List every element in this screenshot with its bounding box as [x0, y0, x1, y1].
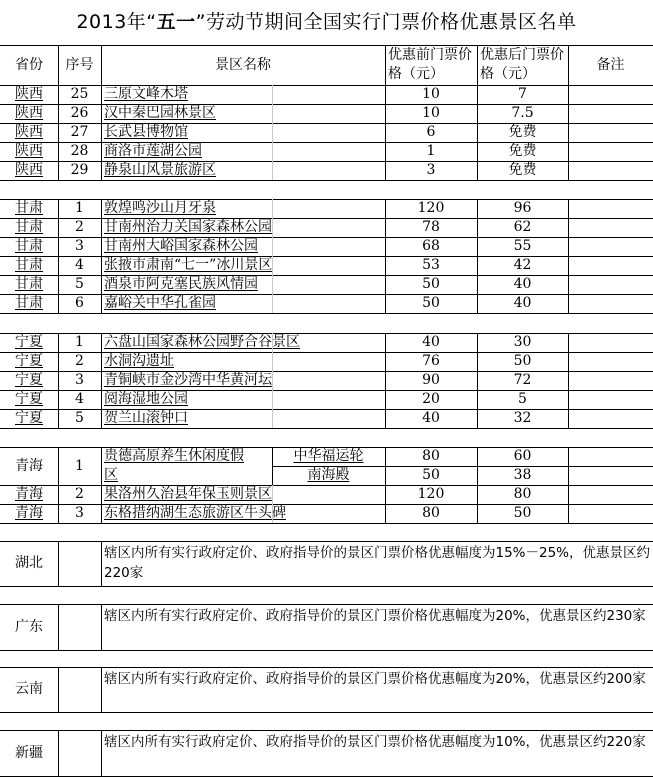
price-after-cell: 50: [513, 353, 532, 369]
column-border: [477, 447, 478, 523]
index-cell: 26: [70, 105, 89, 121]
column-border: [101, 667, 102, 712]
header-price-after: 优惠后门票价格（元）: [480, 47, 564, 82]
price-after-cell: 40: [513, 295, 532, 311]
province-cell: 宁夏: [15, 372, 43, 388]
province-cell: 湖北: [15, 555, 43, 571]
index-cell: [58, 667, 101, 712]
remark-cell: [568, 161, 653, 180]
column-border: [58, 541, 59, 586]
scenic-name-cell: 商洛市莲湖公园: [104, 143, 202, 159]
column-border: [58, 45, 59, 85]
price-before-cell: 6: [426, 124, 436, 140]
header-price-before: 优惠前门票价格（元）: [388, 47, 472, 82]
column-border: [101, 730, 102, 776]
column-border: [58, 199, 59, 313]
title-bold: 五一: [156, 11, 196, 33]
index-cell: 4: [75, 257, 84, 273]
column-border: [568, 447, 569, 523]
index-cell: 6: [75, 295, 84, 311]
row-border: [0, 650, 653, 651]
province-cell: 陕西: [15, 162, 43, 178]
price-before-cell: 40: [422, 410, 440, 426]
remark-cell: [568, 371, 653, 390]
scenic-name-line2: 区: [104, 467, 118, 483]
province-wide-note: 辖区内所有实行政府定价、政府指导价的景区门票价格优惠幅度为20%，优惠景区约230家: [104, 608, 646, 624]
price-after-cell: 免费: [508, 143, 537, 159]
scenic-name-cell: 六盘山国家森林公园野合谷景区: [104, 334, 300, 350]
remark-cell: [568, 218, 653, 237]
scenic-name-cell: 贺兰山滚钟口: [104, 410, 188, 426]
header-province: 省份: [15, 57, 43, 73]
province-cell: 甘肃: [15, 295, 43, 311]
price-before-cell: 53: [422, 257, 440, 273]
price-after-cell: 55: [513, 238, 532, 254]
scenic-name-cell: 长武县博物馆: [104, 124, 188, 140]
column-border: [58, 447, 59, 523]
column-border: [385, 447, 386, 523]
remark-cell: [568, 333, 653, 352]
index-cell: 2: [75, 353, 84, 369]
price-before-cell: 80: [422, 448, 440, 464]
scenic-name-cell: 东格措纳湖生态旅游区牛头碑: [104, 505, 286, 521]
remark-cell: [568, 237, 653, 256]
row-border: [0, 586, 653, 587]
scenic-name-cell: 果洛州久治县年保玉则景区: [104, 486, 272, 502]
row-border: [0, 180, 653, 181]
gridline: [272, 199, 273, 313]
price-after-cell: 40: [513, 276, 532, 292]
province-wide-note: 辖区内所有实行政府定价、政府指导价的景区门票价格优惠幅度为15%－25%，优惠景区约220家: [104, 545, 651, 581]
column-border: [58, 667, 59, 712]
price-before-cell: 50: [422, 295, 440, 311]
province-cell: 陕西: [15, 86, 43, 102]
remark-cell: [568, 294, 653, 313]
scenic-name-cell: 三原文峰木塔: [104, 86, 188, 102]
column-border: [568, 333, 569, 428]
row-border: [0, 428, 653, 429]
remark-cell: [568, 123, 653, 142]
price-after-cell: 30: [513, 334, 532, 350]
column-border: [58, 85, 59, 180]
province-cell: 陕西: [15, 143, 43, 159]
province-cell: 陕西: [15, 124, 43, 140]
remark-cell: [568, 352, 653, 371]
price-after-cell: 62: [513, 219, 532, 235]
price-before-cell: 10: [422, 86, 440, 102]
price-before-cell: 68: [422, 238, 440, 254]
column-border: [385, 333, 386, 428]
column-border: [385, 45, 386, 85]
price-before-cell: 76: [422, 353, 440, 369]
province-cell: 青海: [15, 486, 43, 502]
sub-scenic-name: 中华福运轮: [293, 448, 364, 464]
column-border: [477, 333, 478, 428]
row-border: [0, 523, 653, 524]
scenic-name-line1: 贵德高原养生休闲度假: [104, 448, 244, 464]
price-after-cell: 7.5: [511, 105, 534, 121]
index-cell: [58, 604, 101, 650]
price-after-cell: 免费: [508, 124, 537, 140]
province-cell: 宁夏: [15, 410, 43, 426]
column-border: [58, 333, 59, 428]
province-cell: 甘肃: [15, 257, 43, 273]
header-remark: 备注: [596, 57, 625, 73]
index-cell: 5: [75, 276, 84, 292]
province-wide-note: 辖区内所有实行政府定价、政府指导价的景区门票价格优惠幅度为10%，优惠景区约220家: [104, 734, 646, 750]
row-border: [0, 313, 653, 314]
price-before-cell: 20: [422, 391, 440, 407]
province-cell: 甘肃: [15, 200, 43, 216]
index-cell: 3: [75, 505, 84, 521]
scenic-name-cell: 张掖市肃南“七一”冰川景区: [104, 257, 273, 273]
scenic-name-cell: 汉中秦巴园林景区: [104, 105, 216, 121]
province-cell: 新疆: [15, 745, 43, 761]
remark-cell: [568, 104, 653, 123]
scenic-name-cell: 阅海湿地公园: [104, 391, 188, 407]
index-cell: 28: [70, 143, 89, 159]
index-cell: [58, 541, 101, 586]
province-cell: 宁夏: [15, 334, 43, 350]
price-before-cell: 78: [422, 219, 440, 235]
gridline: [272, 85, 273, 180]
province-cell: 广东: [15, 619, 43, 635]
scenic-name-cell: 青铜峡市金沙湾中华黄河坛: [104, 372, 272, 388]
index-cell: 1: [75, 334, 84, 350]
remark-cell: [568, 409, 653, 428]
remark-cell: [568, 85, 653, 104]
header-scenic-name: 景区名称: [215, 57, 271, 73]
column-border: [385, 199, 386, 313]
price-after-cell: 96: [513, 200, 532, 216]
column-border: [101, 45, 102, 85]
scenic-name-cell: 甘南州大峪国家森林公园: [104, 238, 258, 254]
column-border: [477, 85, 478, 180]
column-border: [477, 45, 478, 85]
price-after-cell: 60: [513, 448, 532, 464]
column-border: [101, 85, 102, 180]
price-after-cell: 7: [518, 86, 527, 102]
province-cell: 甘肃: [15, 276, 43, 292]
sub-scenic-name: 南海殿: [307, 467, 350, 483]
page-title: [0, 8, 653, 36]
price-before-cell: 120: [417, 486, 445, 502]
header-index: 序号: [65, 57, 94, 73]
index-cell: 29: [70, 162, 89, 178]
column-border: [101, 447, 102, 523]
column-border: [385, 85, 386, 180]
scenic-name-cell: 水洞沟遗址: [104, 353, 174, 369]
province-cell: 陕西: [15, 105, 43, 121]
row-border: [272, 466, 653, 467]
gridline: [272, 333, 273, 428]
province-cell: 甘肃: [15, 238, 43, 254]
remark-cell: [568, 275, 653, 294]
price-before-cell: 50: [422, 276, 440, 292]
scenic-name-cell: 静泉山风景旅游区: [104, 162, 216, 178]
price-before-cell: 80: [422, 505, 440, 521]
province-cell: 青海: [15, 458, 43, 474]
scenic-name-cell: 嘉峪关中华孔雀园: [104, 295, 216, 311]
title-suffix: ”劳动节期间全国实行门票价格优惠景区名单: [195, 11, 577, 33]
province-cell: 宁夏: [15, 353, 43, 369]
column-border: [477, 199, 478, 313]
index-cell: 1: [75, 200, 84, 216]
remark-cell: [568, 199, 653, 218]
price-before-cell: 90: [422, 372, 440, 388]
price-before-cell: 120: [417, 200, 445, 216]
province-cell: 青海: [15, 505, 43, 521]
index-cell: 2: [75, 219, 84, 235]
remark-cell: [568, 390, 653, 409]
price-after-cell: 42: [513, 257, 532, 273]
row-border: [0, 712, 653, 713]
price-before-cell: 10: [422, 105, 440, 121]
price-after-cell: 32: [513, 410, 532, 426]
province-cell: 云南: [15, 681, 43, 697]
title-prefix: 2013年“: [76, 11, 157, 33]
price-after-cell: 80: [513, 486, 532, 502]
index-cell: 5: [75, 410, 84, 426]
column-border: [58, 730, 59, 776]
price-after-cell: 38: [513, 467, 532, 483]
province-wide-note: 辖区内所有实行政府定价、政府指导价的景区门票价格优惠幅度为20%，优惠景区约200家: [104, 671, 646, 687]
column-border: [101, 541, 102, 586]
index-cell: 1: [75, 458, 84, 474]
scenic-name-cell: 酒泉市阿克塞民族风情园: [104, 276, 258, 292]
column-border: [101, 333, 102, 428]
column-border: [272, 447, 273, 485]
index-cell: 27: [70, 124, 89, 140]
remark-cell: [568, 142, 653, 161]
price-before-cell: 1: [426, 143, 436, 159]
column-border: [58, 604, 59, 650]
price-before-cell: 3: [426, 162, 436, 178]
column-border: [101, 604, 102, 650]
price-before-cell: 50: [422, 467, 440, 483]
index-cell: 3: [75, 372, 84, 388]
column-border: [101, 199, 102, 313]
scenic-name-cell: 敦煌鸣沙山月牙泉: [104, 200, 216, 216]
index-cell: [58, 730, 101, 776]
index-cell: 4: [75, 391, 84, 407]
index-cell: 25: [70, 86, 89, 102]
gridline: [272, 485, 273, 523]
price-after-cell: 免费: [508, 162, 537, 178]
column-border: [568, 199, 569, 313]
price-after-cell: 72: [513, 372, 532, 388]
price-after-cell: 5: [518, 391, 527, 407]
remark-cell: [568, 256, 653, 275]
index-cell: 3: [75, 238, 84, 254]
province-cell: 宁夏: [15, 391, 43, 407]
scenic-name-cell: 甘南州治力关国家森林公园: [104, 219, 272, 235]
column-border: [568, 85, 569, 180]
price-before-cell: 40: [422, 334, 440, 350]
index-cell: 2: [75, 486, 84, 502]
price-after-cell: 50: [513, 505, 532, 521]
column-border: [568, 45, 569, 85]
province-cell: 甘肃: [15, 219, 43, 235]
